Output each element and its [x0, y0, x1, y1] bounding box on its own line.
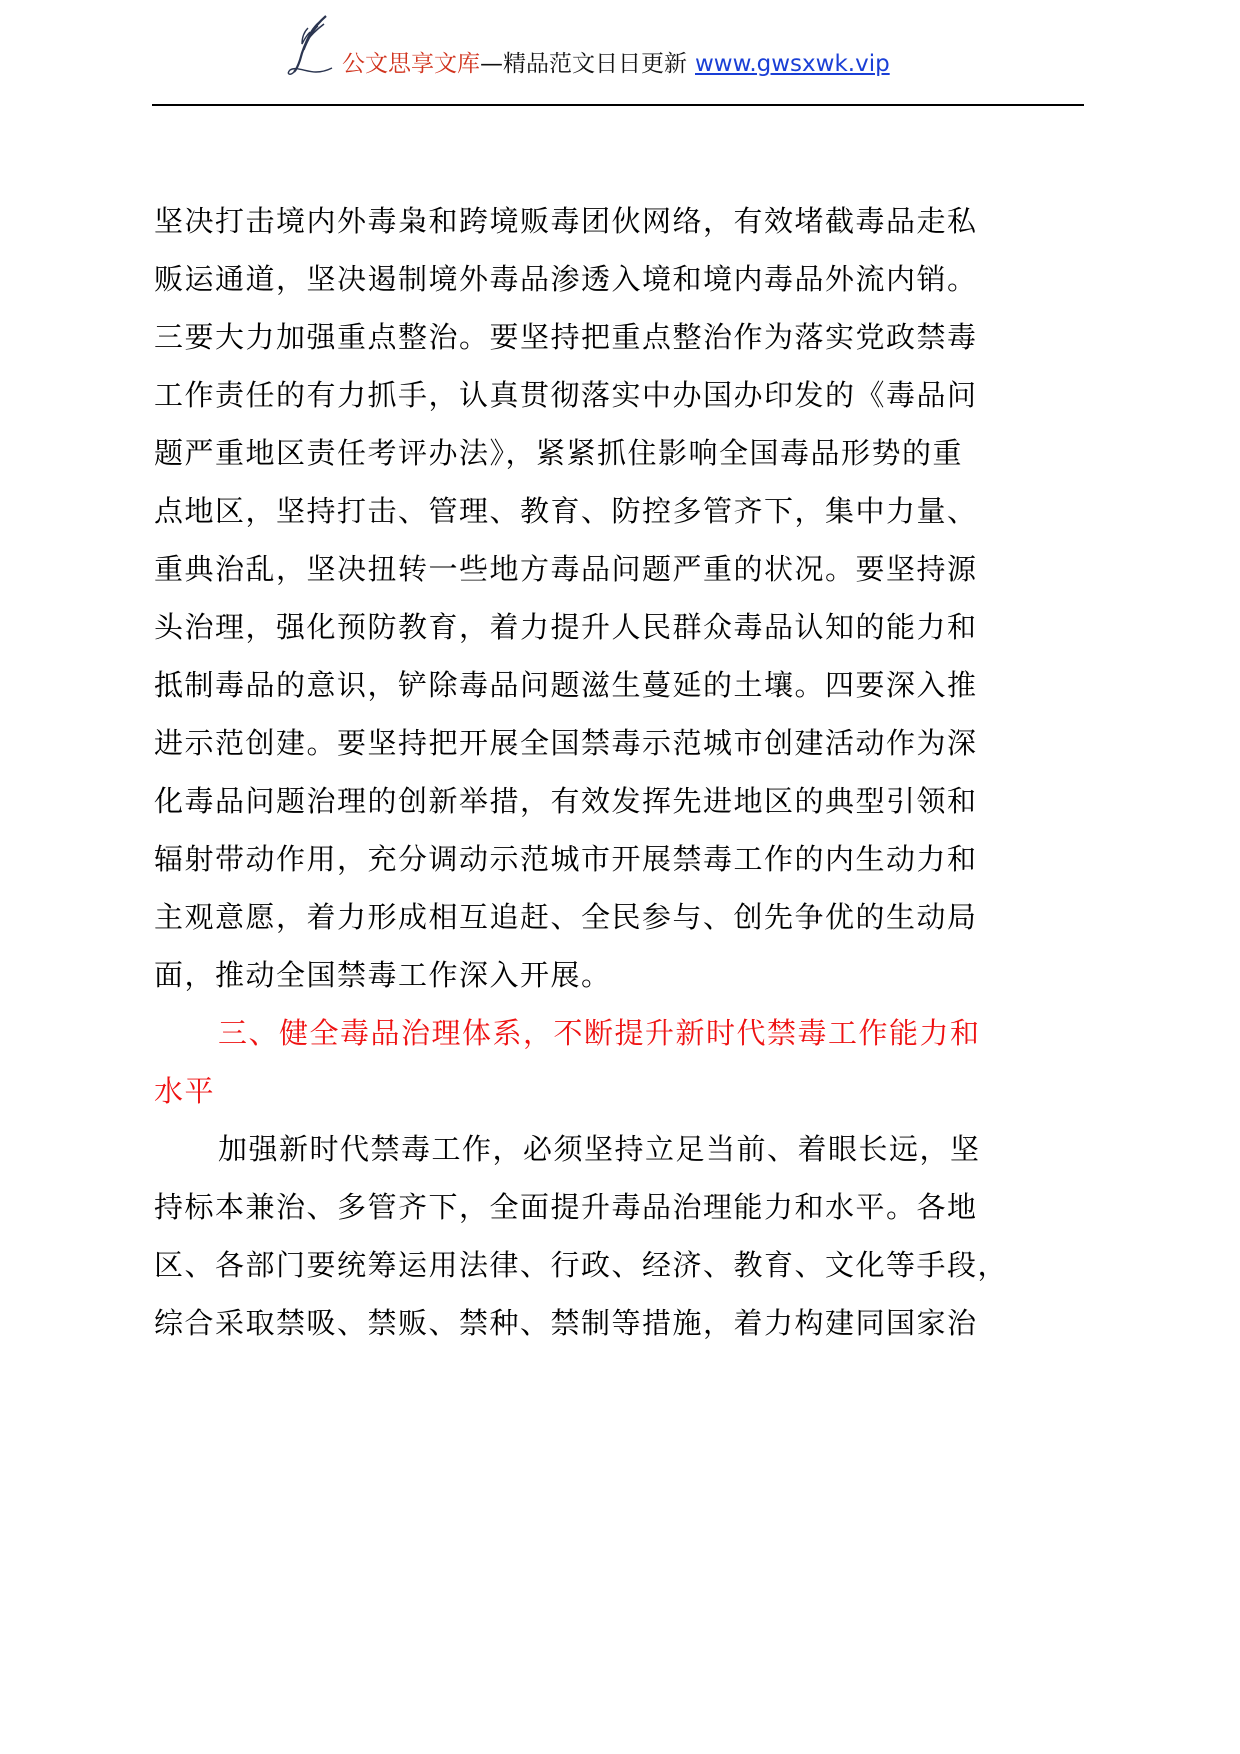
- header-banner: [342, 48, 890, 80]
- brand-name: 公文思享文库: [342, 51, 480, 77]
- text-line: 辐射带动作用，充分调动示范城市开展禁毒工作的内生动力和: [154, 842, 978, 876]
- text-line: 进示范创建。要坚持把开展全国禁毒示范城市创建活动作为深: [154, 726, 978, 760]
- paragraph-1: [154, 192, 1094, 1004]
- slogan: —精品范文日日更新: [480, 51, 687, 77]
- section-heading: [154, 1004, 1094, 1120]
- text-line: 坚决打击境内外毒枭和跨境贩毒团伙网络，有效堵截毒品走私: [154, 204, 978, 238]
- quill-pen-icon: [282, 14, 340, 80]
- text-line: 加强新时代禁毒工作，必须坚持立足当前、着眼长远，坚: [218, 1132, 981, 1166]
- text-line: 面，推动全国禁毒工作深入开展。: [154, 958, 612, 992]
- text-line: 题严重地区责任考评办法》，紧紧抓住影响全国毒品形势的重: [154, 436, 964, 470]
- document-body: [154, 192, 1094, 1352]
- text-line: 综合采取禁吸、禁贩、禁种、禁制等措施，着力构建同国家治: [154, 1306, 978, 1340]
- text-line: 重典治乱，坚决扭转一些地方毒品问题严重的状况。要坚持源: [154, 552, 978, 586]
- text-line: 三要大力加强重点整治。要坚持把重点整治作为落实党政禁毒: [154, 320, 978, 354]
- paragraph-2: [154, 1120, 1094, 1352]
- heading-line: 三、健全毒品治理体系，不断提升新时代禁毒工作能力和: [218, 1016, 981, 1050]
- text-line: 头治理，强化预防教育，着力提升人民群众毒品认知的能力和: [154, 610, 978, 644]
- text-line: 点地区，坚持打击、管理、教育、防控多管齐下，集中力量、: [154, 494, 978, 528]
- header-divider: [152, 104, 1084, 106]
- text-line: 贩运通道，坚决遏制境外毒品渗透入境和境内毒品外流内销。: [154, 262, 978, 296]
- text-line: 主观意愿，着力形成相互追赶、全民参与、创先争优的生动局: [154, 900, 978, 934]
- text-line: 工作责任的有力抓手，认真贯彻落实中办国办印发的《毒品问: [154, 378, 978, 412]
- heading-line: 水平: [154, 1074, 216, 1108]
- text-line: 持标本兼治、多管齐下，全面提升毒品治理能力和水平。各地: [154, 1190, 978, 1224]
- text-line: 化毒品问题治理的创新举措，有效发挥先进地区的典型引领和: [154, 784, 978, 818]
- text-line: 区、各部门要统筹运用法律、行政、经济、教育、文化等手段，: [154, 1248, 1009, 1282]
- text-line: 抵制毒品的意识，铲除毒品问题滋生蔓延的土壤。四要深入推: [154, 668, 978, 702]
- website-link[interactable]: www.gwsxwk.vip: [695, 51, 890, 77]
- page-header: [0, 0, 1240, 110]
